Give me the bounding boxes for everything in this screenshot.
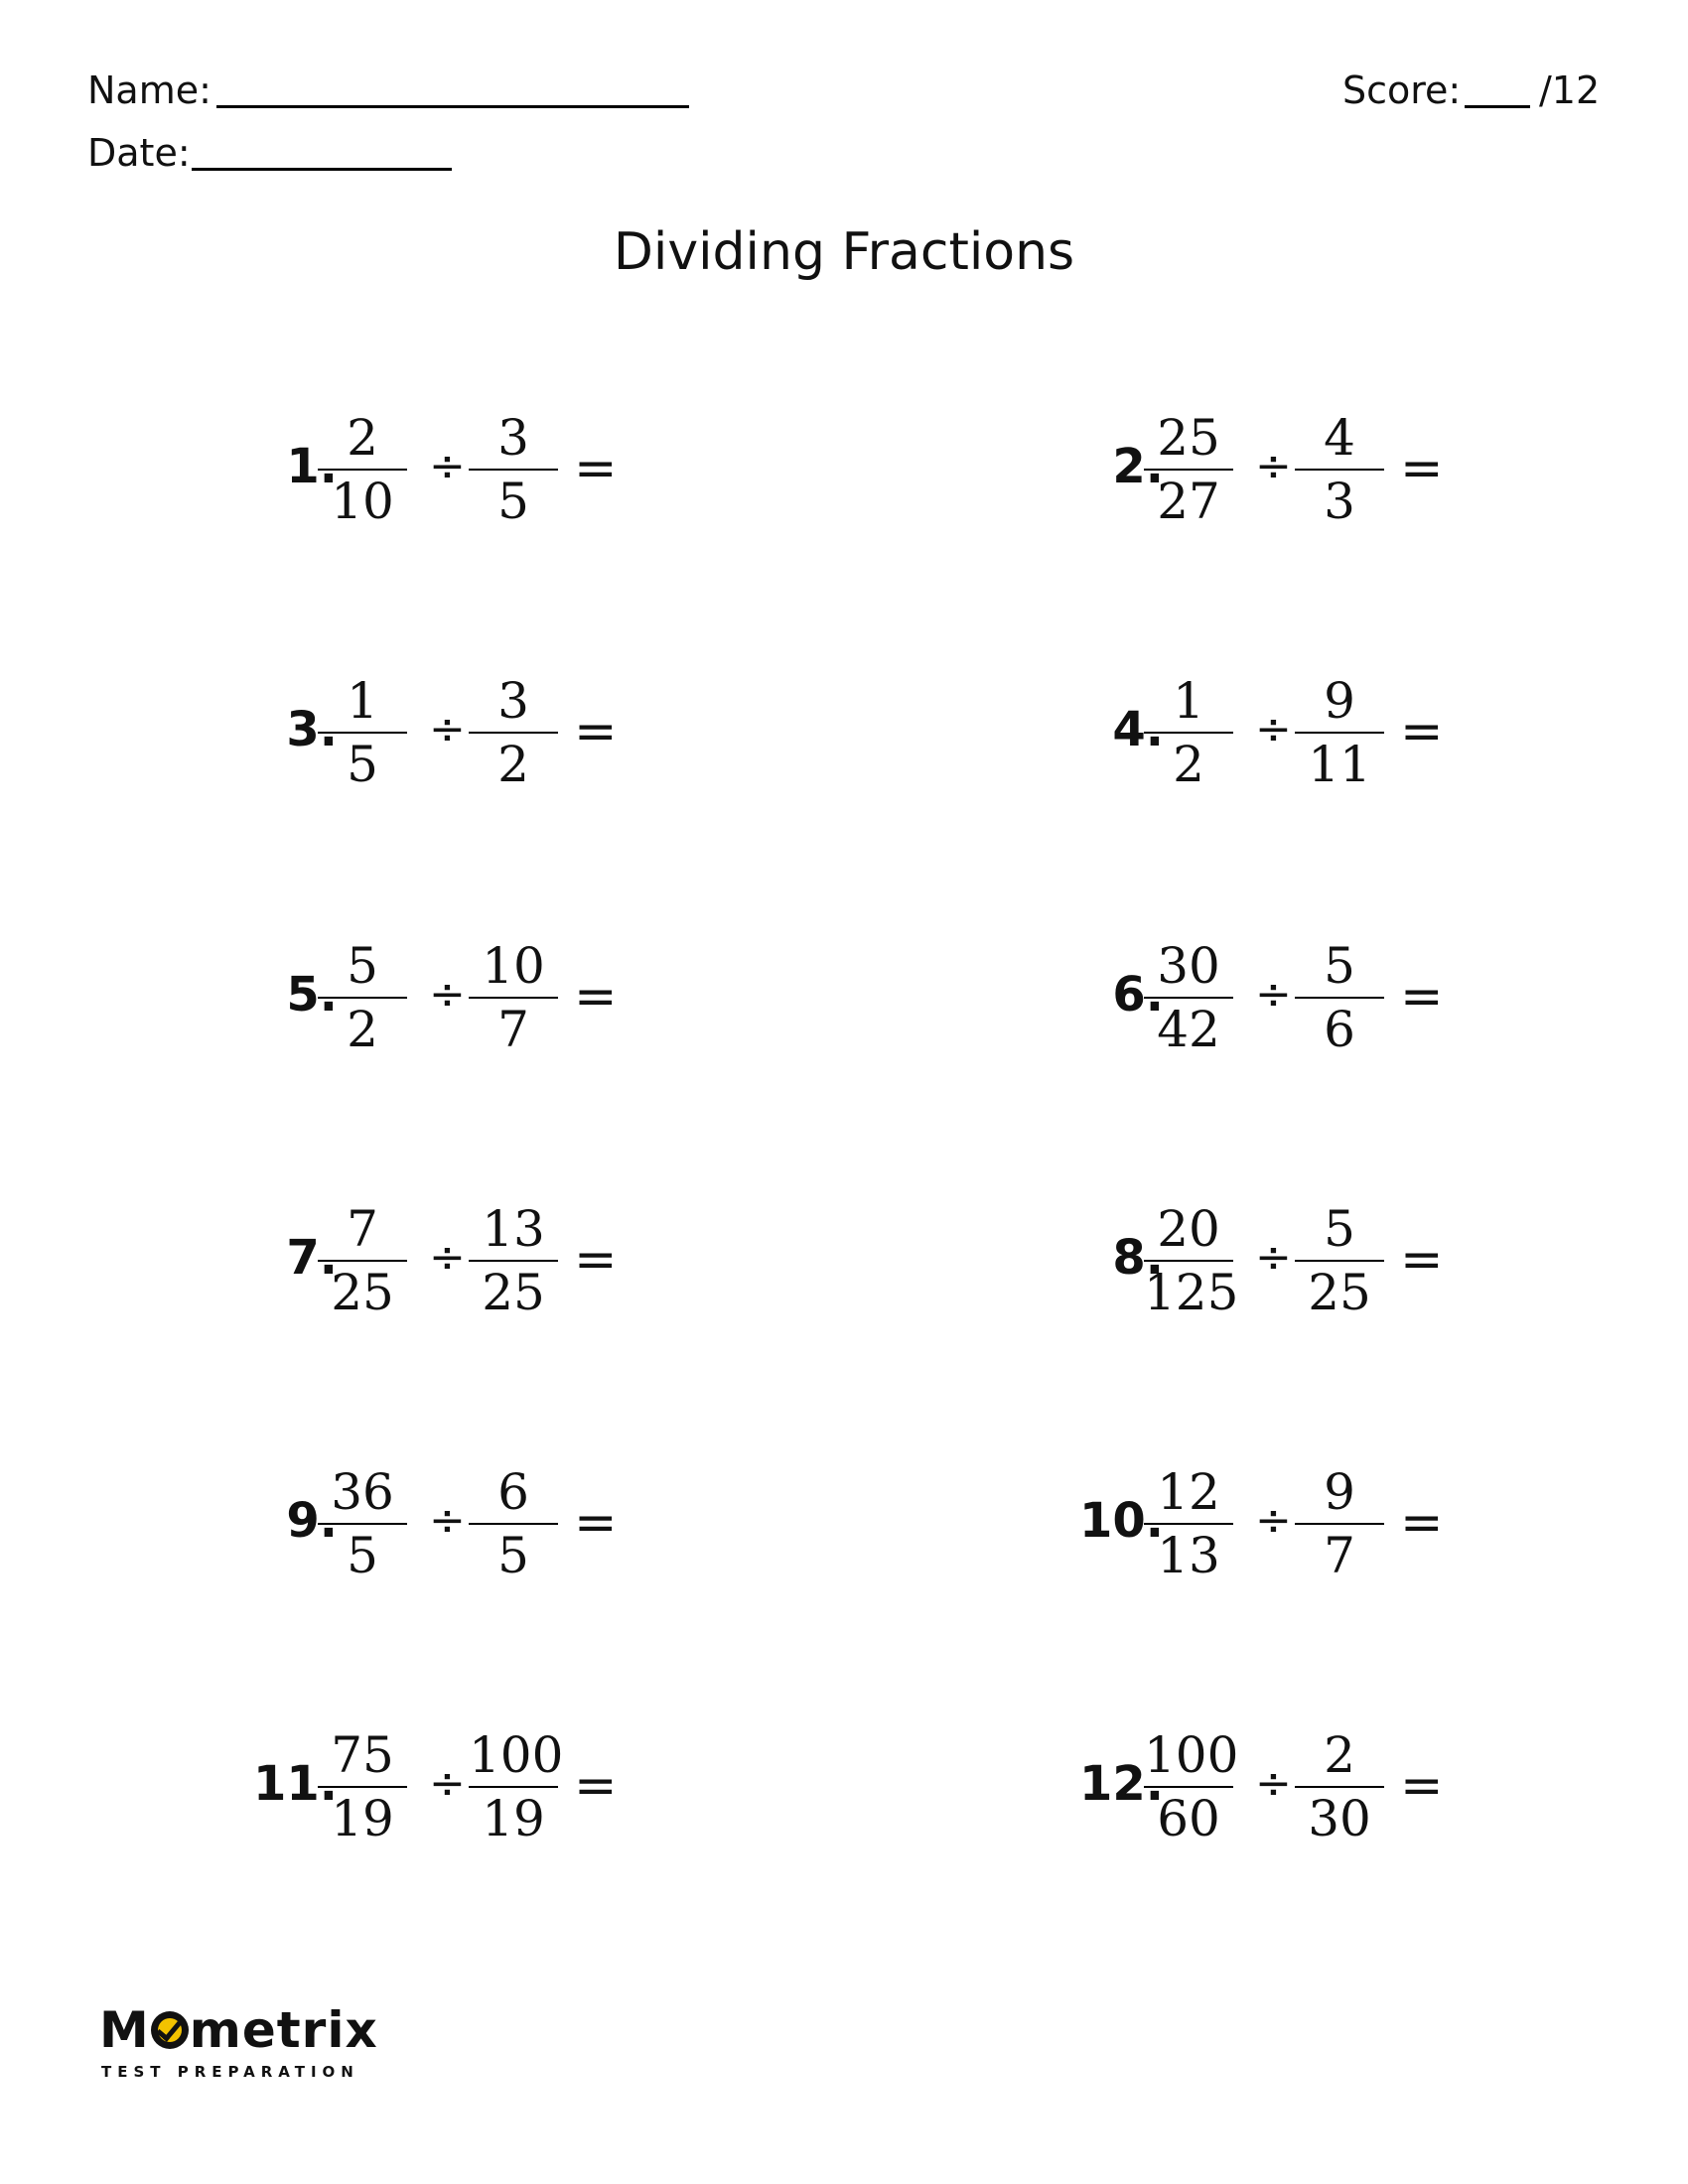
fraction-b-numerator: 10 [482,937,545,995]
fraction-b [469,1196,558,1325]
fraction-b-denominator: 11 [1308,736,1371,793]
problem-2 [1084,405,1581,534]
name-blank-line[interactable] [216,105,689,108]
logo-word-start: M [99,2001,150,2059]
fraction-a [318,1722,407,1851]
divide-sign: ÷ [429,441,466,491]
fraction-b-numerator: 2 [1324,1726,1355,1784]
fraction-b-denominator: 25 [482,1264,545,1321]
fraction-bar [318,1260,407,1262]
score-blank-line[interactable] [1465,105,1530,108]
problem-number: 11. [252,1756,338,1812]
fraction-b [1295,1196,1384,1325]
fraction-a-numerator: 30 [1157,937,1220,995]
fraction-a [318,405,407,534]
fraction-bar [1144,1523,1233,1525]
divide-sign: ÷ [429,1495,466,1546]
date-blank-line[interactable] [192,168,452,171]
fraction-a-denominator: 19 [331,1790,394,1847]
fraction-a-denominator: 125 [1144,1264,1239,1321]
score-label: Score: [1342,68,1462,112]
fraction-bar [318,997,407,999]
fraction-bar [469,1260,558,1262]
fraction-bar [1144,1786,1233,1788]
fraction-a-numerator: 2 [347,409,378,467]
fraction-a [1144,668,1233,797]
problem-4 [1084,668,1581,797]
divide-sign: ÷ [1255,1495,1292,1546]
fraction-b-numerator: 9 [1324,1463,1355,1521]
equals-sign: = [1400,439,1444,498]
problem-number: 9. [286,1493,338,1549]
problem-5 [258,933,755,1062]
fraction-b [469,405,558,534]
fraction-b-numerator: 3 [497,672,529,730]
name-label: Name: [87,68,211,112]
fraction-a-denominator: 5 [347,736,378,793]
fraction-a-numerator: 20 [1157,1200,1220,1258]
score-total: /12 [1539,68,1601,112]
problem-9 [258,1459,755,1588]
fraction-b [1295,668,1384,797]
fraction-bar [318,732,407,734]
problem-number: 7. [286,1230,338,1286]
problem-3 [258,668,755,797]
divide-sign: ÷ [1255,969,1292,1020]
problem-1 [258,405,755,534]
fraction-bar [318,1786,407,1788]
problem-11 [252,1722,755,1851]
fraction-bar [1144,1260,1233,1262]
fraction-bar [469,997,558,999]
fraction-bar [1295,469,1384,471]
problem-number: 5. [286,967,338,1023]
fraction-a [1144,1196,1239,1325]
divide-sign: ÷ [429,1232,466,1283]
fraction-a-denominator: 27 [1157,473,1220,530]
fraction-a [1144,405,1233,534]
date-label: Date: [87,131,191,175]
fraction-a-numerator: 12 [1157,1463,1220,1521]
problem-7 [258,1196,755,1325]
fraction-b [1295,1722,1384,1851]
problem-12 [1078,1722,1581,1851]
equals-sign: = [574,439,618,498]
fraction-a-denominator: 13 [1157,1527,1220,1584]
fraction-b-denominator: 5 [497,1527,529,1584]
fraction-b [469,1722,564,1851]
problem-number: 6. [1112,967,1164,1023]
fraction-b-numerator: 100 [469,1726,564,1784]
fraction-b-denominator: 5 [497,473,529,530]
fraction-bar [318,1523,407,1525]
fraction-a [1144,933,1233,1062]
fraction-b-denominator: 7 [1324,1527,1355,1584]
equals-sign: = [1400,1493,1444,1553]
fraction-bar [1144,469,1233,471]
fraction-a-numerator: 75 [331,1726,394,1784]
fraction-b [469,933,558,1062]
fraction-b-denominator: 3 [1324,473,1355,530]
fraction-bar [1144,997,1233,999]
fraction-a [1144,1459,1233,1588]
problem-6 [1084,933,1581,1062]
fraction-bar [469,1523,558,1525]
fraction-a-numerator: 36 [331,1463,394,1521]
problem-number: 3. [286,702,338,757]
equals-sign: = [574,1493,618,1553]
fraction-b-numerator: 5 [1324,937,1355,995]
fraction-a [318,933,407,1062]
fraction-a-numerator: 100 [1144,1726,1239,1784]
fraction-b-numerator: 5 [1324,1200,1355,1258]
fraction-b-denominator: 7 [497,1001,529,1058]
equals-sign: = [1400,967,1444,1026]
fraction-b [1295,1459,1384,1588]
fraction-b-numerator: 4 [1324,409,1355,467]
fraction-a-denominator: 60 [1157,1790,1220,1847]
fraction-b-denominator: 6 [1324,1001,1355,1058]
fraction-a-denominator: 25 [331,1264,394,1321]
fraction-b-denominator: 19 [482,1790,545,1847]
fraction-a [318,668,407,797]
fraction-b-denominator: 30 [1308,1790,1371,1847]
problem-number: 1. [286,439,338,494]
divide-sign: ÷ [1255,1232,1292,1283]
fraction-b-denominator: 25 [1308,1264,1371,1321]
fraction-bar [318,469,407,471]
fraction-a-denominator: 10 [331,473,394,530]
fraction-bar [1144,732,1233,734]
logo-subtitle: TEST PREPARATION [101,2063,359,2081]
fraction-bar [469,1786,558,1788]
fraction-a-denominator: 2 [347,1001,378,1058]
fraction-a-numerator: 7 [347,1200,378,1258]
fraction-b-denominator: 2 [497,736,529,793]
fraction-a-numerator: 25 [1157,409,1220,467]
divide-sign: ÷ [429,969,466,1020]
fraction-bar [1295,732,1384,734]
fraction-b-numerator: 3 [497,409,529,467]
fraction-bar [1295,1260,1384,1262]
problem-number: 2. [1112,439,1164,494]
problem-8 [1084,1196,1581,1325]
checkmark-o-icon [151,2011,189,2049]
divide-sign: ÷ [429,1758,466,1809]
fraction-a-numerator: 1 [1173,672,1204,730]
fraction-a-denominator: 42 [1157,1001,1220,1058]
fraction-b-numerator: 6 [497,1463,529,1521]
fraction-bar [469,469,558,471]
fraction-a [318,1196,407,1325]
problem-10 [1078,1459,1581,1588]
fraction-b-numerator: 13 [482,1200,545,1258]
logo-word-end: metrix [189,2001,378,2059]
fraction-b [469,668,558,797]
fraction-a-denominator: 2 [1173,736,1204,793]
equals-sign: = [1400,702,1444,761]
problem-number: 12. [1078,1756,1164,1812]
divide-sign: ÷ [1255,1758,1292,1809]
logo-wordmark [99,2001,378,2059]
fraction-a [318,1459,407,1588]
fraction-a-numerator: 1 [347,672,378,730]
problem-number: 8. [1112,1230,1164,1286]
problem-number: 4. [1112,702,1164,757]
equals-sign: = [1400,1756,1444,1816]
fraction-b [469,1459,558,1588]
divide-sign: ÷ [1255,441,1292,491]
problem-number: 10. [1078,1493,1164,1549]
fraction-a-numerator: 5 [347,937,378,995]
fraction-bar [1295,997,1384,999]
equals-sign: = [574,967,618,1026]
equals-sign: = [574,1756,618,1816]
equals-sign: = [1400,1230,1444,1290]
fraction-bar [469,732,558,734]
equals-sign: = [574,1230,618,1290]
fraction-a [1144,1722,1239,1851]
fraction-b-numerator: 9 [1324,672,1355,730]
mometrix-logo [99,2001,387,2095]
divide-sign: ÷ [429,704,466,754]
fraction-a-denominator: 5 [347,1527,378,1584]
fraction-b [1295,933,1384,1062]
divide-sign: ÷ [1255,704,1292,754]
page-title: Dividing Fractions [613,222,1075,282]
fraction-b [1295,405,1384,534]
fraction-bar [1295,1523,1384,1525]
fraction-bar [1295,1786,1384,1788]
equals-sign: = [574,702,618,761]
